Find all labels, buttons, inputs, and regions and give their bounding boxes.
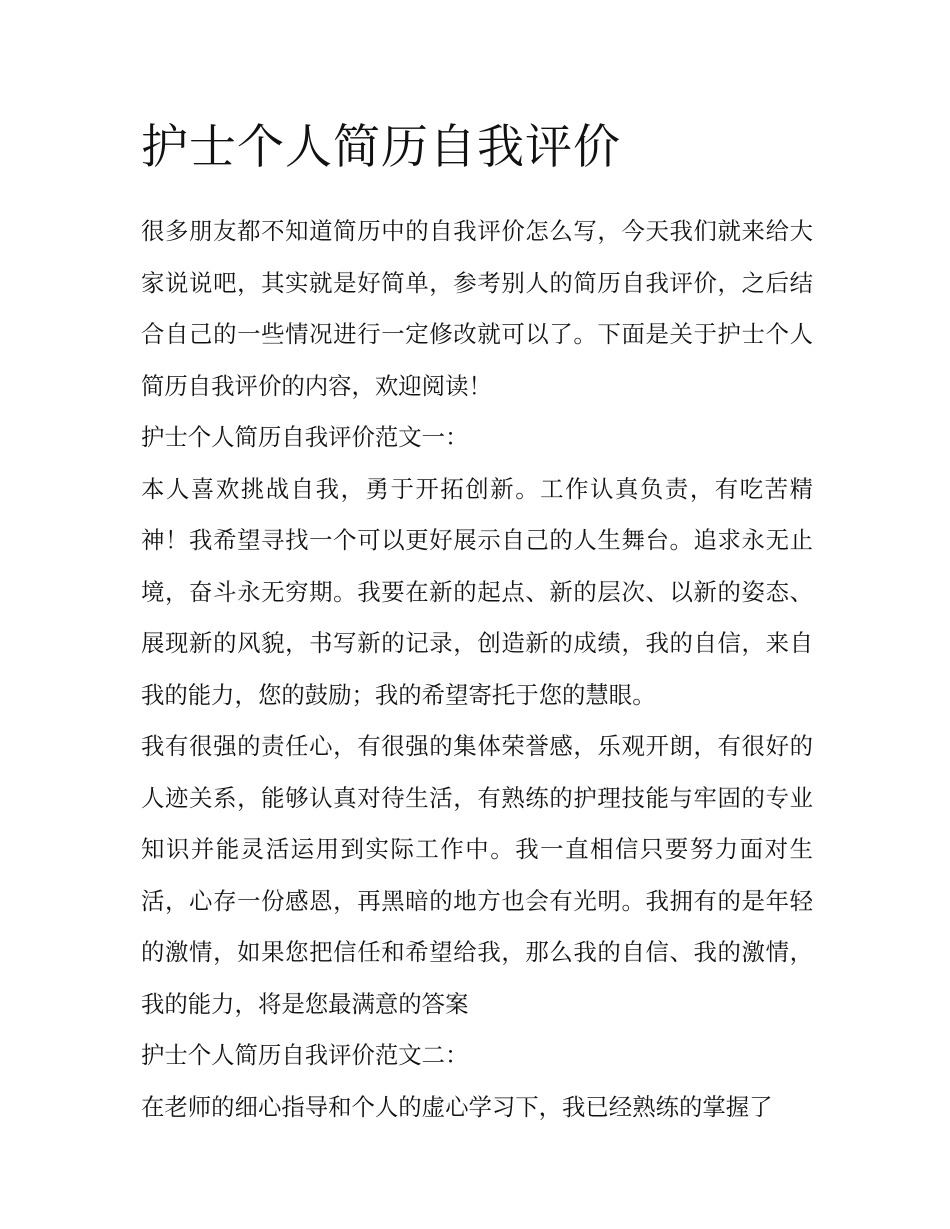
- intro-paragraph: 很多朋友都不知道简历中的自我评价怎么写，今天我们就来给大家说说吧，其实就是好简单，参考别人的简历自我评价，之后结合自己的一些情况进行一定修改就可以了。下面是关于护士个人简历自我评价的内容，欢迎阅读！: [141, 217, 813, 400]
- section1-paragraph-1: 本人喜欢挑战自我，勇于开拓创新。工作认真负责，有吃苦精神！我希望寻找一个可以更好展示自己的人生舞台。追求永无止境，奋斗永无穷期。我要在新的起点、新的层次、以新的姿态、展现新的风貌，书写新的记录，创造新的成绩，我的自信，来自我的能力，您的鼓励；我的希望寄托于您的慧眼。: [141, 474, 813, 709]
- section-heading-2: 护士个人简历自我评价范文二：: [141, 1041, 469, 1069]
- document-body: [141, 112, 813, 1133]
- section1-paragraph-2: 我有很强的责任心，有很强的集体荣誉感，乐观开朗，有很好的人迹关系，能够认真对待生活，有熟练的护理技能与牢固的专业知识并能灵活运用到实际工作中。我一直相信只要努力面对生活，心存一份感恩，再黑暗的地方也会有光明。我拥有的是年轻的激情，如果您把信任和希望给我，那么我的自信、我的激情，我的能力，将是您最满意的答案: [141, 732, 813, 1018]
- section2-paragraph-1: 在老师的细心指导和个人的虚心学习下，我已经熟练的掌握了: [141, 1092, 773, 1121]
- section-heading-1: 护士个人简历自我评价范文一：: [141, 423, 469, 451]
- document-title: 护士个人简历自我评价: [141, 120, 621, 175]
